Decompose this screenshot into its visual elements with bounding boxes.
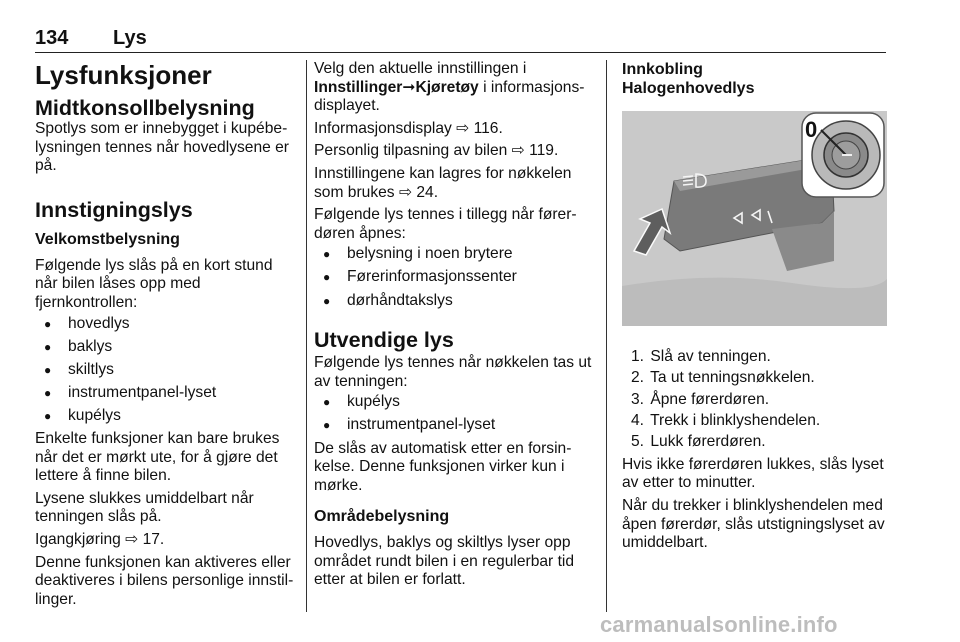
list-item: ● belysning i noen brytere bbox=[314, 245, 596, 264]
heading-midtkonsollbelysning: Midtkonsollbelysning bbox=[35, 96, 255, 120]
reference-text: Igangkjøring bbox=[35, 531, 121, 548]
reference-page-link[interactable]: 17. bbox=[142, 531, 165, 548]
list-item: ● dørhåndtakslys bbox=[314, 292, 596, 311]
menu-item-innstillinger: Innstillinger bbox=[314, 78, 403, 96]
switch-zero-label: 0 bbox=[805, 117, 818, 142]
subheading-velkomstbelysning: Velkomstbelysning bbox=[35, 230, 180, 248]
list-item bbox=[622, 433, 887, 452]
paragraph: Lysene slukkes umiddelbart når tenningen slås på. bbox=[35, 489, 254, 526]
step-number: 5. bbox=[631, 433, 645, 451]
cross-reference bbox=[35, 531, 299, 550]
list-item: ● baklys bbox=[35, 338, 299, 357]
paragraph-text: Velg den aktuelle innstillingen i bbox=[314, 60, 527, 77]
column-right bbox=[622, 60, 887, 557]
column-left bbox=[35, 60, 299, 613]
reference-page-link[interactable]: 119. bbox=[529, 142, 559, 160]
section-title: Lysfunksjoner bbox=[35, 60, 212, 90]
cross-reference bbox=[314, 165, 596, 202]
paragraph: Når du trekker i blinklyshendelen med åpen førerdør, slås utstigningslyset av umiddelbart. bbox=[622, 496, 885, 552]
chapter-title: Lys bbox=[113, 27, 147, 49]
cross-reference bbox=[314, 142, 596, 161]
step-number: 4. bbox=[631, 411, 645, 429]
paragraph: Følgende lys tennes i tillegg når førerdøren åpnes: bbox=[314, 206, 577, 242]
heading-innstigningslys: Innstigningslys bbox=[35, 197, 193, 222]
heading-omradebelysning: Områdebelysning bbox=[314, 508, 450, 526]
reference-page-link[interactable]: 24. bbox=[416, 183, 439, 201]
reference-arrow-icon: ⇨ bbox=[398, 183, 413, 201]
reference-text: Informasjonsdisplay bbox=[314, 119, 452, 137]
step-text: Ta ut tenningsnøkkelen. bbox=[650, 369, 815, 387]
paragraph: Denne funksjonen kan aktiveres eller deaktiveres i bilens personlige innstillinger. bbox=[35, 553, 294, 608]
step-number: 3. bbox=[631, 390, 645, 408]
settings-path-paragraph bbox=[314, 60, 596, 116]
paragraph: De slås av automatisk etter en forsinkelse. Denne funksjonen virker kun i mørke. bbox=[314, 439, 572, 494]
menu-item-kjoretoy: Kjøretøy bbox=[415, 78, 479, 96]
list-item: ● kupélys bbox=[314, 393, 596, 412]
heading-innkobling: Innkobling bbox=[622, 61, 703, 78]
bullet-list bbox=[314, 245, 596, 310]
paragraph: Hvis ikke førerdøren lukkes, slås lyset av etter to minutter. bbox=[622, 455, 884, 492]
list-item bbox=[622, 369, 887, 388]
list-item: ● Førerinformasjonssenter bbox=[314, 268, 596, 287]
step-text: Trekk i blinklyshendelen. bbox=[650, 411, 821, 429]
bullet-list bbox=[35, 315, 299, 426]
step-number: 2. bbox=[631, 369, 645, 387]
paragraph: Følgende lys tennes når nøkkelen tas ut av tenningen: bbox=[314, 354, 592, 390]
list-item: ● instrumentpanel-lyset bbox=[35, 384, 299, 403]
numbered-list bbox=[622, 348, 887, 452]
paragraph: Enkelte funksjoner kan bare brukes når det er mørkt ute, for å gjøre det lettere å finne bilen. bbox=[35, 430, 280, 485]
turn-signal-lever-illustration bbox=[622, 111, 887, 326]
list-item bbox=[622, 391, 887, 410]
reference-page-link[interactable]: 116. bbox=[473, 119, 503, 137]
paragraph-text: i informasjonsdisplayet. bbox=[314, 78, 585, 115]
watermark: carmanualsonline.info bbox=[600, 612, 838, 637]
cross-reference bbox=[314, 120, 596, 139]
heading-utvendige-lys: Utvendige lys bbox=[314, 328, 454, 353]
list-item bbox=[622, 348, 887, 367]
paragraph: Hovedlys, baklys og skiltlys lyser opp området rundt bilen i en regulerbar tid etter at bilen er forlatt. bbox=[314, 534, 575, 589]
step-text: Lukk førerdøren. bbox=[650, 433, 766, 451]
reference-arrow-icon: ⇨ bbox=[456, 119, 470, 137]
reference-arrow-icon: ⇨ bbox=[511, 142, 525, 160]
column-divider bbox=[306, 60, 307, 612]
reference-text: Innstillingene kan lagres for nøkkelen som brukes bbox=[314, 164, 572, 201]
paragraph: Følgende lys slås på en kort stund når bilen låses opp med fjernkontrollen: bbox=[35, 256, 273, 311]
paragraph: Spotlys som er innebygget i kupébelysningen tennes når hovedlysene er på. bbox=[35, 120, 289, 175]
page-number: 134 bbox=[35, 27, 69, 49]
header-rule bbox=[35, 52, 886, 53]
step-number: 1. bbox=[631, 348, 645, 365]
bullet-list bbox=[314, 393, 596, 435]
page-header bbox=[0, 0, 960, 52]
menu-arrow-icon: ➞ bbox=[402, 78, 416, 96]
list-item: ● skiltlys bbox=[35, 361, 299, 380]
reference-text: Personlig tilpasning av bilen bbox=[314, 142, 508, 160]
list-item: ● kupélys bbox=[35, 407, 299, 426]
column-middle bbox=[314, 60, 596, 594]
step-text: Slå av tenningen. bbox=[650, 348, 771, 365]
heading-halogenhovedlys: Halogenhovedlys bbox=[622, 80, 755, 97]
column-divider bbox=[606, 60, 607, 612]
list-item: ● hovedlys bbox=[35, 315, 299, 334]
list-item: ● instrumentpanel-lyset bbox=[314, 416, 596, 435]
list-item bbox=[622, 412, 887, 431]
reference-arrow-icon: ⇨ bbox=[125, 531, 139, 548]
step-text: Åpne førerdøren. bbox=[650, 390, 770, 408]
